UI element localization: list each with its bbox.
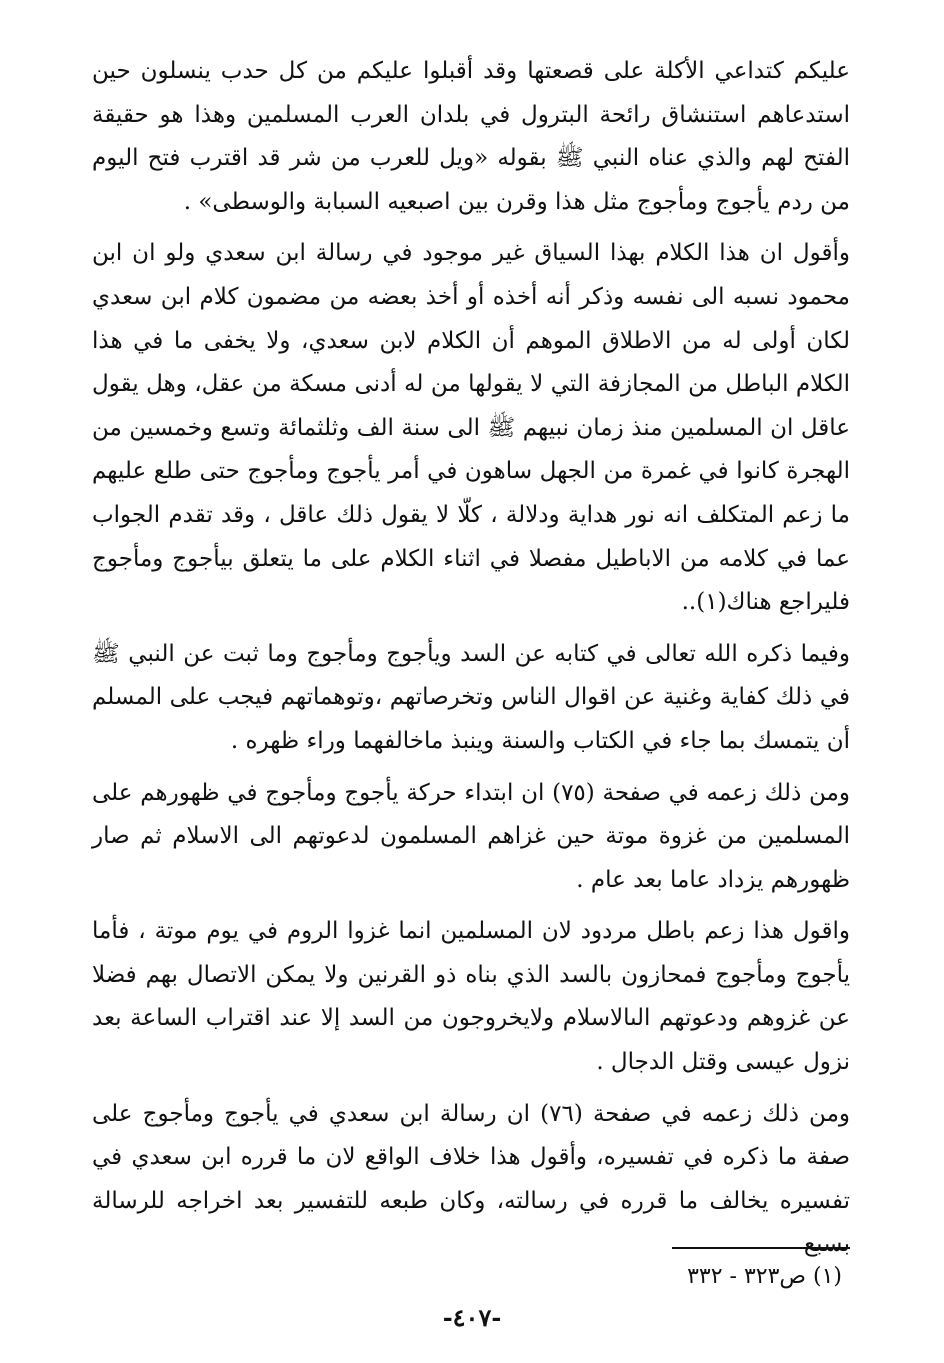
paragraph-2: وأقول ان هذا الكلام بهذا السياق غير موجود في رسالة ابن سعدي ولو ان ابن محمود نسبه الى نفسه وذكر أنه أخذه أو أخذ بعضه من مضمون كلام ابن سعدي لكان أولى له من الاطلاق الموهم أن الكلام لابن سعدي، ولا يخفى ما في هذا الكلام الباطل من المجازفة التي لا يقولها من له أدنى مسكة من عقل، وهل يقول عاقل ان المسلمين منذ زمان نبيهم ﷺ الى سنة الف وثلثمائة وتسع وخمسين من الهجرة كانوا في غمرة من الجهل ساهون في أمر يأجوج ومأجوج حتى طلع عليهم ما زعم المتكلف انه نور هداية ودلالة ، كلّا لا يقول ذلك عاقل ، وقد تقدم الجواب عما في كلامه من الاباطيل مفصلا في اثناء الكلام على ما يتعلق بيأجوج ومأجوج فليراجع هناك(١).. <box>92 240 850 616</box>
paragraph-6: ومن ذلك زعمه في صفحة (٧٦) ان رسالة ابن سعدي في يأجوج ومأجوج على صفة ما ذكره في تفسيره، وأقول هذا خلاف الواقع لان ما قرره ابن سعدي في تفسيره يخالف ما قرره في رسالته، وكان طبعه للتفسير بعد اخراجه للرسالة بسبع <box>92 1100 850 1258</box>
paragraph-5: واقول هذا زعم باطل مردود لان المسلمين انما غزوا الروم في يوم موتة ، فأما يأجوج ومأجوج فمحازون بالسد الذي بناه ذو القرنين ولا يمكن الاتصال بهم فضلا عن غزوهم ودعوتهم الىالاسلام ولايخروجون من السد إلا عند اقتراب الساعة بعد نزول عيسى وقتل الدجال . <box>92 918 850 1076</box>
paragraph-3: وفيما ذكره الله تعالى في كتابه عن السد ويأجوج ومأجوج وما ثبت عن النبي ﷺ في ذلك كفاية وغنية عن اقوال الناس وتخرصاتهم ،وتوهماتهم فيجب على المسلم أن يتمسك بما جاء في الكتاب والسنة وينبذ ماخالفهما وراء ظهره . <box>92 640 850 754</box>
footnote-divider <box>672 1247 850 1249</box>
page-body <box>92 50 850 1275</box>
page-number: -٤٠٧- <box>442 1303 502 1332</box>
footnote: (١) ص٣٢٣ - ٣٣٢ <box>687 1264 842 1289</box>
paragraph-1: عليكم كتداعي الأكلة على قصعتها وقد أقبلوا عليكم من كل حدب ينسلون حين استدعاهم استنشاق رائحة البترول في بلدان العرب المسلمين وهذا هو حقيقة الفتح لهم والذي عناه النبي ﷺ بقوله «ويل للعرب من شر قد اقترب فتح اليوم من ردم يأجوج ومأجوج مثل هذا وقرن بين اصبعيه السبابة والوسطى» . <box>92 58 850 215</box>
paragraph-4: ومن ذلك زعمه في صفحة (٧٥) ان ابتداء حركة يأجوج ومأجوج في ظهورهم على المسلمين من غزوة موتة حين غزاهم المسلمون لدعوتهم الى الاسلام ثم صار ظهورهم يزداد عاما بعد عام . <box>92 779 850 893</box>
